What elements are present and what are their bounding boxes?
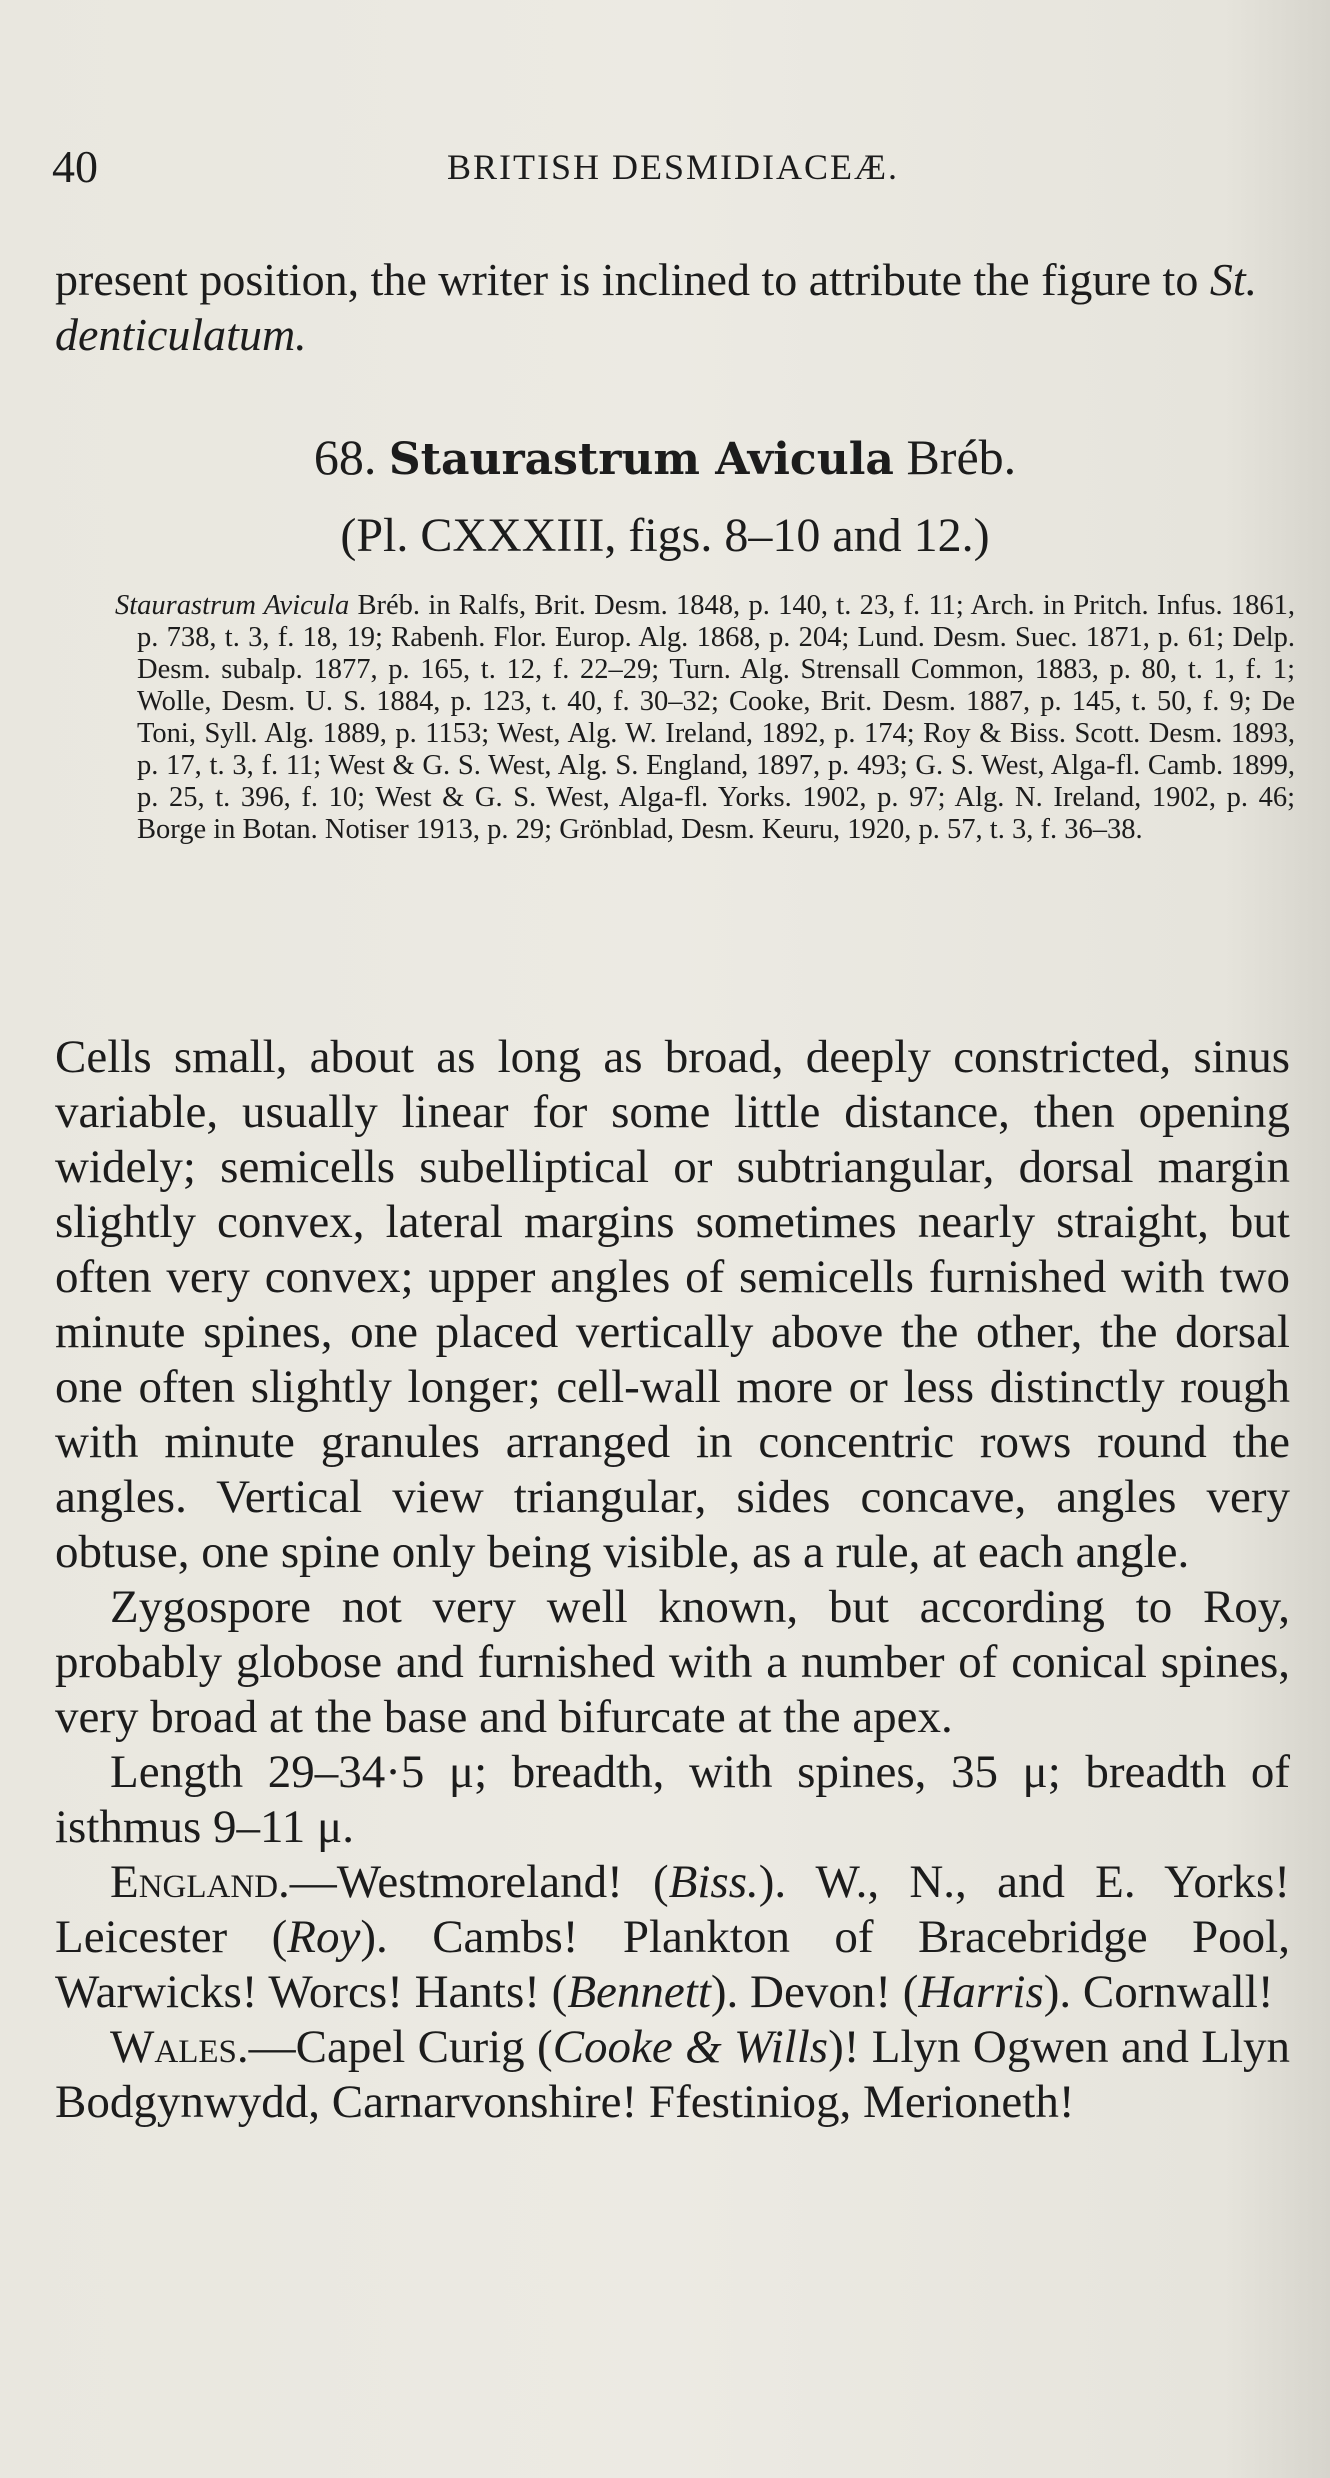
england-text-1: —Westmoreland! ( <box>289 1856 669 1908</box>
wales-label: Wales. <box>110 2021 249 2073</box>
running-title: BRITISH DESMIDIACEÆ. <box>447 147 900 187</box>
england-text-3: ). Cambs! Plankton of Bracebridge Pool, Warwicks! Worcs! Hants! ( <box>55 1911 1290 2018</box>
intro-species: St. denticulatum. <box>55 254 1258 360</box>
wales-collector-1: Cooke & Wills <box>552 2021 829 2073</box>
species-heading <box>0 428 1330 486</box>
england-collector-2: Roy <box>287 1911 361 1963</box>
synonymy-text: Bréb. in Ralfs, Brit. Desm. 1848, p. 140, t. 23, f. 11; Arch. in Pritch. Infus. 1861, p. 738, t. 3, f. 18, 19; Rabenh. Flor. Europ. Alg. 1868, p. 204; Lund. Desm. Suec. 1871, p. 61; Delp. Desm. subalp. 1877, p. 165, t. 12, f. 22–29; Turn. Alg. Strensall Common, 1883, p. 80, t. 1, f. 1; Wolle, Desm. U. S. 1884, p. 123, t. 40, f. 30–32; Cooke, Brit. Desm. 1887, p. 145, t. 50, f. 9; De Toni, Syll. Alg. 1889, p. 1153; West, Alg. W. Ireland, 1892, p. 174; Roy & Biss. Scott. Desm. 1893, p. 17, t. 3, f. 11; West & G. S. West, Alg. S. England, 1897, p. 493; G. S. West, Alga-fl. Camb. 1899, p. 25, t. 396, f. 10; West & G. S. West, Alga-fl. Yorks. 1902, p. 97; Alg. N. Ireland, 1902, p. 46; Borge in Botan. Notiser 1913, p. 29; Grönblad, Desm. Keuru, 1920, p. 57, t. 3, f. 36–38. <box>137 590 1295 845</box>
zygospore-description: Zygospore not very well known, but according to Roy, probably globose and furnished with a number of conical spines, very broad at the base and bifurcate at the apex. <box>55 1581 1290 1743</box>
description <box>55 1030 1290 2130</box>
england-text-4: ). Devon! ( <box>710 1966 919 2018</box>
species-authority: Bréb. <box>906 429 1017 485</box>
page-number: 40 <box>52 141 98 192</box>
wales-text-1: —Capel Curig ( <box>248 2021 553 2073</box>
england-label: England. <box>110 1856 290 1908</box>
distribution-england <box>55 1855 1290 2020</box>
england-text-5: ). Cornwall! <box>1043 1966 1274 2018</box>
running-head <box>52 140 1282 200</box>
england-collector-1: Biss. <box>668 1856 759 1908</box>
england-text-2: ). W., N., and E. Yorks! Leicester ( <box>55 1856 1290 1963</box>
intro-paragraph <box>55 252 1290 362</box>
distribution-wales <box>55 2020 1290 2130</box>
england-collector-3: Bennett <box>567 1966 711 2018</box>
intro-text: present position, the writer is inclined to attribute the figure to <box>55 254 1210 305</box>
dimensions: Length 29–34·5 μ; breadth, with spines, 35 μ; breadth of isthmus 9–11 μ. <box>55 1746 1290 1853</box>
england-collector-4: Harris <box>918 1966 1044 2018</box>
species-name: Staurastrum Avicula <box>388 434 894 485</box>
cell-description: Cells small, about as long as broad, deeply constricted, sinus variable, usually linear for some little distance, then opening widely; semicells subelliptical or subtriangular, dorsal margin slightly convex, lateral margins sometimes nearly straight, but often very convex; upper angles of semicells furnished with two minute spines, one placed vertically above the other, the dorsal one often slightly longer; cell-wall more or less distinctly rough with minute granules arranged in concentric rows round the angles. Vertical view triangular, sides concave, angles very obtuse, one spine only being visible, as a rule, at each angle. <box>55 1031 1290 1578</box>
synonymy-block <box>115 590 1295 846</box>
plate-reference: (Pl. CXXXIII, figs. 8–10 and 12.) <box>340 509 990 562</box>
wales-text-2: )! Llyn Ogwen and Llyn Bodgynwydd, Carnarvonshire! Ffestiniog, Merioneth! <box>55 2021 1290 2128</box>
synonymy-name: Staurastrum Avicula <box>115 590 350 621</box>
species-number: 68. <box>313 429 377 485</box>
